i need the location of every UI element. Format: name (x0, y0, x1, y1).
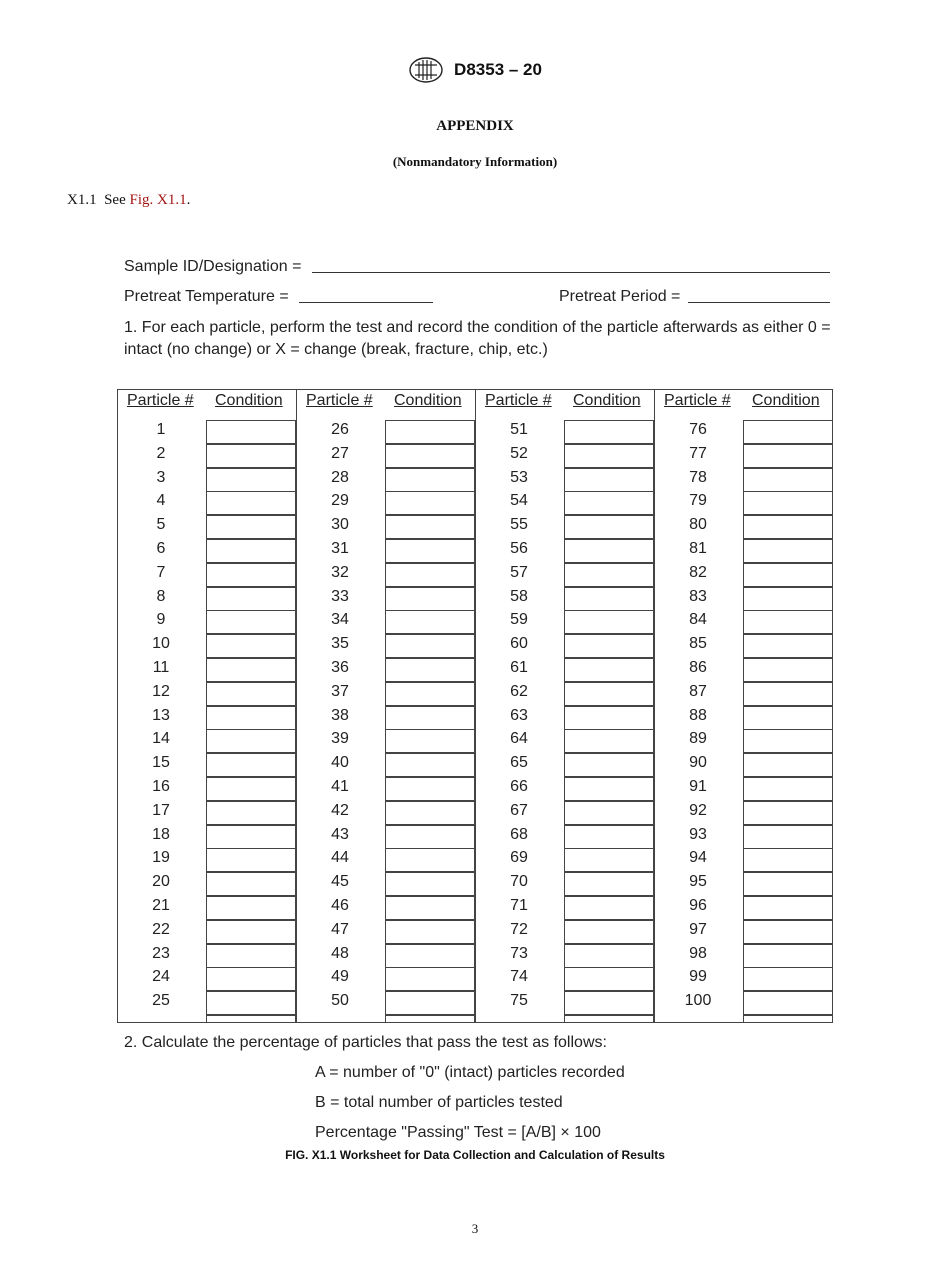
pretreat-temperature-label: Pretreat Temperature = (124, 288, 289, 305)
condition-box[interactable] (206, 872, 296, 896)
condition-box[interactable] (564, 801, 654, 825)
figure-caption: FIG. X1.1 Worksheet for Data Collection and Calculation of Results (285, 1148, 665, 1162)
condition-box[interactable] (743, 610, 833, 634)
particle-number: 29 (331, 492, 349, 510)
condition-box[interactable] (385, 920, 475, 944)
condition-box[interactable] (564, 563, 654, 587)
particle-number: 35 (331, 635, 349, 653)
condition-box[interactable] (564, 515, 654, 539)
condition-box[interactable] (385, 587, 475, 611)
condition-box[interactable] (385, 729, 475, 753)
condition-box[interactable] (743, 444, 833, 468)
particle-number: 51 (510, 421, 528, 438)
particle-number: 43 (331, 825, 349, 843)
particle-number: 98 (689, 944, 707, 962)
condition-box[interactable] (743, 944, 833, 968)
condition-box[interactable] (743, 587, 833, 611)
particle-number: 86 (689, 659, 707, 676)
particle-number: 99 (689, 968, 707, 986)
particle-number: 59 (510, 611, 528, 629)
column-divider (654, 389, 655, 1023)
condition-box[interactable] (385, 967, 475, 991)
particle-number: 57 (510, 563, 528, 581)
condition-box[interactable] (206, 825, 296, 849)
particle-number: 74 (510, 968, 528, 986)
condition-box-tail (206, 1015, 296, 1023)
column-divider (475, 389, 476, 1023)
particle-number: 24 (152, 968, 170, 986)
condition-box[interactable] (206, 753, 296, 777)
particle-number: 17 (152, 801, 170, 819)
condition-box[interactable] (385, 491, 475, 515)
particle-number: 54 (510, 492, 528, 510)
condition-box[interactable] (385, 753, 475, 777)
paragraph-end: . (186, 192, 191, 208)
particle-number: 23 (152, 944, 170, 962)
condition-box[interactable] (385, 848, 475, 872)
condition-box[interactable] (743, 753, 833, 777)
condition-box[interactable] (743, 420, 833, 444)
condition-box[interactable] (564, 491, 654, 515)
condition-box[interactable] (743, 563, 833, 587)
particle-number: 53 (510, 468, 528, 486)
particle-number: 45 (331, 873, 349, 891)
condition-box-tail (743, 1015, 833, 1023)
condition-box[interactable] (206, 682, 296, 706)
condition-box[interactable] (564, 682, 654, 706)
condition-box[interactable] (206, 468, 296, 492)
formula-percentage: Percentage "Passing" Test = [A/B] × 100 (315, 1124, 601, 1141)
condition-box-tail (385, 1015, 475, 1023)
particle-number: 26 (331, 421, 349, 438)
condition-box[interactable] (206, 991, 296, 1015)
particle-number: 49 (331, 968, 349, 986)
particle-number: 36 (331, 659, 349, 676)
condition-box[interactable] (564, 610, 654, 634)
calc-title: 2. Calculate the percentage of particles that pass the test as follows: (124, 1034, 607, 1051)
condition-box[interactable] (743, 468, 833, 492)
particle-number: 71 (510, 897, 528, 914)
particle-number: 92 (689, 801, 707, 819)
appendix-subtitle: (Nonmandatory Information) (392, 154, 558, 169)
condition-box[interactable] (564, 777, 654, 801)
condition-box[interactable] (743, 634, 833, 658)
condition-box[interactable] (385, 872, 475, 896)
particle-number: 42 (331, 801, 349, 819)
particle-number: 18 (152, 825, 170, 843)
particle-number: 2 (156, 444, 166, 462)
condition-box[interactable] (743, 896, 833, 920)
particle-number: 67 (510, 801, 528, 819)
header-condition: Condition (752, 392, 820, 409)
condition-box[interactable] (206, 491, 296, 515)
particle-number: 41 (331, 778, 349, 795)
particle-number: 88 (689, 706, 707, 724)
condition-box[interactable] (743, 920, 833, 944)
particle-number: 87 (689, 682, 707, 700)
condition-box[interactable] (385, 444, 475, 468)
condition-box[interactable] (743, 991, 833, 1015)
condition-box[interactable] (206, 777, 296, 801)
particle-number: 14 (152, 730, 170, 748)
condition-box[interactable] (743, 706, 833, 730)
particle-number: 52 (510, 444, 528, 462)
condition-box[interactable] (564, 896, 654, 920)
particle-number: 11 (152, 659, 170, 676)
condition-box[interactable] (385, 777, 475, 801)
particle-number: 44 (331, 849, 349, 867)
particle-number: 80 (689, 516, 707, 534)
particle-number: 63 (510, 706, 528, 724)
particle-number: 68 (510, 825, 528, 843)
particle-number: 8 (156, 587, 166, 605)
condition-box[interactable] (385, 658, 475, 682)
condition-box[interactable] (564, 587, 654, 611)
condition-box[interactable] (385, 634, 475, 658)
figure-link[interactable]: Fig. X1.1 (129, 192, 187, 208)
particle-number: 22 (152, 920, 170, 938)
particle-number: 33 (331, 587, 349, 605)
condition-box[interactable] (564, 706, 654, 730)
particle-number: 4 (156, 492, 166, 510)
particle-number: 39 (331, 730, 349, 748)
particle-number: 64 (510, 730, 528, 748)
condition-box[interactable] (206, 920, 296, 944)
particle-number: 46 (331, 897, 349, 914)
particle-number: 7 (156, 563, 166, 581)
particle-number: 34 (331, 611, 349, 629)
condition-box[interactable] (206, 706, 296, 730)
condition-box[interactable] (385, 610, 475, 634)
condition-box[interactable] (743, 777, 833, 801)
page-number: 3 (471, 1221, 479, 1236)
particle-number: 72 (510, 920, 528, 938)
particle-number: 97 (689, 920, 707, 938)
particle-number: 76 (689, 421, 707, 438)
paragraph-text: See (104, 192, 126, 208)
sample-id-line (312, 272, 830, 273)
particle-number: 89 (689, 730, 707, 748)
condition-box[interactable] (385, 539, 475, 563)
particle-number: 31 (331, 540, 349, 557)
particle-number: 100 (684, 992, 712, 1010)
particle-number: 37 (331, 682, 349, 700)
particle-number: 5 (156, 516, 166, 534)
condition-box[interactable] (206, 634, 296, 658)
condition-box-tail (564, 1015, 654, 1023)
condition-box[interactable] (206, 896, 296, 920)
particle-number: 77 (689, 444, 707, 462)
condition-box[interactable] (206, 610, 296, 634)
condition-box[interactable] (385, 706, 475, 730)
header-particle: Particle # (664, 392, 731, 409)
particle-number: 60 (510, 635, 528, 653)
particle-number: 66 (510, 778, 528, 795)
formula-b: B = total number of particles tested (315, 1094, 563, 1111)
document-code: D8353 – 20 (454, 60, 542, 79)
header-condition: Condition (394, 392, 462, 409)
condition-box[interactable] (564, 539, 654, 563)
particle-number: 85 (689, 635, 707, 653)
condition-box[interactable] (564, 967, 654, 991)
condition-box[interactable] (206, 658, 296, 682)
particle-number: 78 (689, 468, 707, 486)
header-particle: Particle # (127, 392, 194, 409)
header-particle: Particle # (485, 392, 552, 409)
particle-number: 75 (510, 992, 528, 1010)
particle-number: 10 (152, 635, 170, 653)
particle-number: 19 (152, 849, 170, 867)
particle-number: 81 (689, 540, 707, 557)
condition-box[interactable] (564, 634, 654, 658)
condition-box[interactable] (564, 848, 654, 872)
pretreat-period-line (688, 302, 830, 303)
condition-box[interactable] (206, 848, 296, 872)
condition-box[interactable] (743, 658, 833, 682)
condition-box[interactable] (743, 682, 833, 706)
condition-box[interactable] (385, 682, 475, 706)
particle-number: 30 (331, 516, 349, 534)
particle-number: 12 (152, 682, 170, 700)
paragraph-number: X1.1 (67, 192, 97, 208)
particle-number: 55 (510, 516, 528, 534)
particle-number: 73 (510, 944, 528, 962)
condition-box[interactable] (206, 539, 296, 563)
particle-number: 96 (689, 897, 707, 914)
condition-box[interactable] (564, 658, 654, 682)
condition-box[interactable] (564, 991, 654, 1015)
condition-box[interactable] (385, 896, 475, 920)
condition-box[interactable] (385, 944, 475, 968)
header-condition: Condition (215, 392, 283, 409)
condition-box[interactable] (743, 967, 833, 991)
header-particle: Particle # (306, 392, 373, 409)
appendix-title: APPENDIX (436, 118, 514, 134)
condition-box[interactable] (564, 444, 654, 468)
particle-number: 48 (331, 944, 349, 962)
particle-number: 47 (331, 920, 349, 938)
particle-number: 3 (156, 468, 166, 486)
particle-number: 90 (689, 754, 707, 772)
condition-box[interactable] (206, 729, 296, 753)
condition-box[interactable] (743, 729, 833, 753)
particle-number: 56 (510, 540, 528, 557)
condition-box[interactable] (564, 753, 654, 777)
condition-box[interactable] (385, 991, 475, 1015)
condition-box[interactable] (743, 872, 833, 896)
condition-box[interactable] (206, 444, 296, 468)
particle-number: 58 (510, 587, 528, 605)
condition-box[interactable] (385, 468, 475, 492)
particle-number: 32 (331, 563, 349, 581)
particle-number: 65 (510, 754, 528, 772)
particle-number: 95 (689, 873, 707, 891)
condition-box[interactable] (743, 515, 833, 539)
particle-number: 28 (331, 468, 349, 486)
condition-box[interactable] (564, 420, 654, 444)
particle-number: 20 (152, 873, 170, 891)
particle-number: 1 (156, 421, 166, 438)
condition-box[interactable] (564, 468, 654, 492)
sample-id-label: Sample ID/Designation = (124, 258, 302, 275)
condition-box[interactable] (564, 825, 654, 849)
condition-box[interactable] (206, 587, 296, 611)
particle-number: 61 (510, 659, 528, 676)
condition-box[interactable] (564, 920, 654, 944)
particle-number: 94 (689, 849, 707, 867)
particle-number: 25 (152, 992, 170, 1010)
condition-box[interactable] (206, 515, 296, 539)
formula-a: A = number of "0" (intact) particles recorded (315, 1064, 625, 1081)
pretreat-temperature-line (299, 302, 433, 303)
instruction-text: 1. For each particle, perform the test and record the condition of the particle afterwards as either 0 = intact (no change) or X = change (break, fracture, chip, etc.) (124, 319, 831, 358)
condition-box[interactable] (564, 729, 654, 753)
particle-number: 27 (331, 444, 349, 462)
particle-number: 9 (156, 611, 166, 629)
condition-box[interactable] (743, 491, 833, 515)
particle-number: 13 (152, 706, 170, 724)
astm-logo-icon (408, 56, 444, 84)
header-condition: Condition (573, 392, 641, 409)
condition-box[interactable] (385, 515, 475, 539)
particle-number: 62 (510, 682, 528, 700)
condition-box[interactable] (385, 420, 475, 444)
particle-number: 16 (152, 778, 170, 795)
particle-number: 50 (331, 992, 349, 1010)
condition-box[interactable] (743, 801, 833, 825)
condition-box[interactable] (564, 872, 654, 896)
condition-box[interactable] (743, 539, 833, 563)
condition-box[interactable] (385, 801, 475, 825)
condition-box[interactable] (564, 944, 654, 968)
particle-number: 38 (331, 706, 349, 724)
condition-box[interactable] (206, 801, 296, 825)
particle-number: 93 (689, 825, 707, 843)
condition-box[interactable] (206, 563, 296, 587)
particle-number: 84 (689, 611, 707, 629)
document-header (0, 56, 950, 84)
paragraph-x1-1 (67, 192, 190, 209)
particle-number: 82 (689, 563, 707, 581)
particle-number: 40 (331, 754, 349, 772)
condition-box[interactable] (206, 944, 296, 968)
particle-number: 83 (689, 587, 707, 605)
condition-box[interactable] (385, 563, 475, 587)
particle-number: 69 (510, 849, 528, 867)
condition-box[interactable] (743, 825, 833, 849)
particle-number: 6 (156, 540, 166, 557)
particle-number: 15 (152, 754, 170, 772)
condition-box[interactable] (743, 848, 833, 872)
condition-box[interactable] (206, 420, 296, 444)
particle-number: 79 (689, 492, 707, 510)
particle-number: 70 (510, 873, 528, 891)
condition-box[interactable] (206, 967, 296, 991)
pretreat-period-label: Pretreat Period = (559, 288, 681, 305)
particle-number: 21 (152, 897, 170, 914)
particle-number: 91 (689, 778, 707, 795)
condition-box[interactable] (385, 825, 475, 849)
column-divider (296, 389, 297, 1023)
